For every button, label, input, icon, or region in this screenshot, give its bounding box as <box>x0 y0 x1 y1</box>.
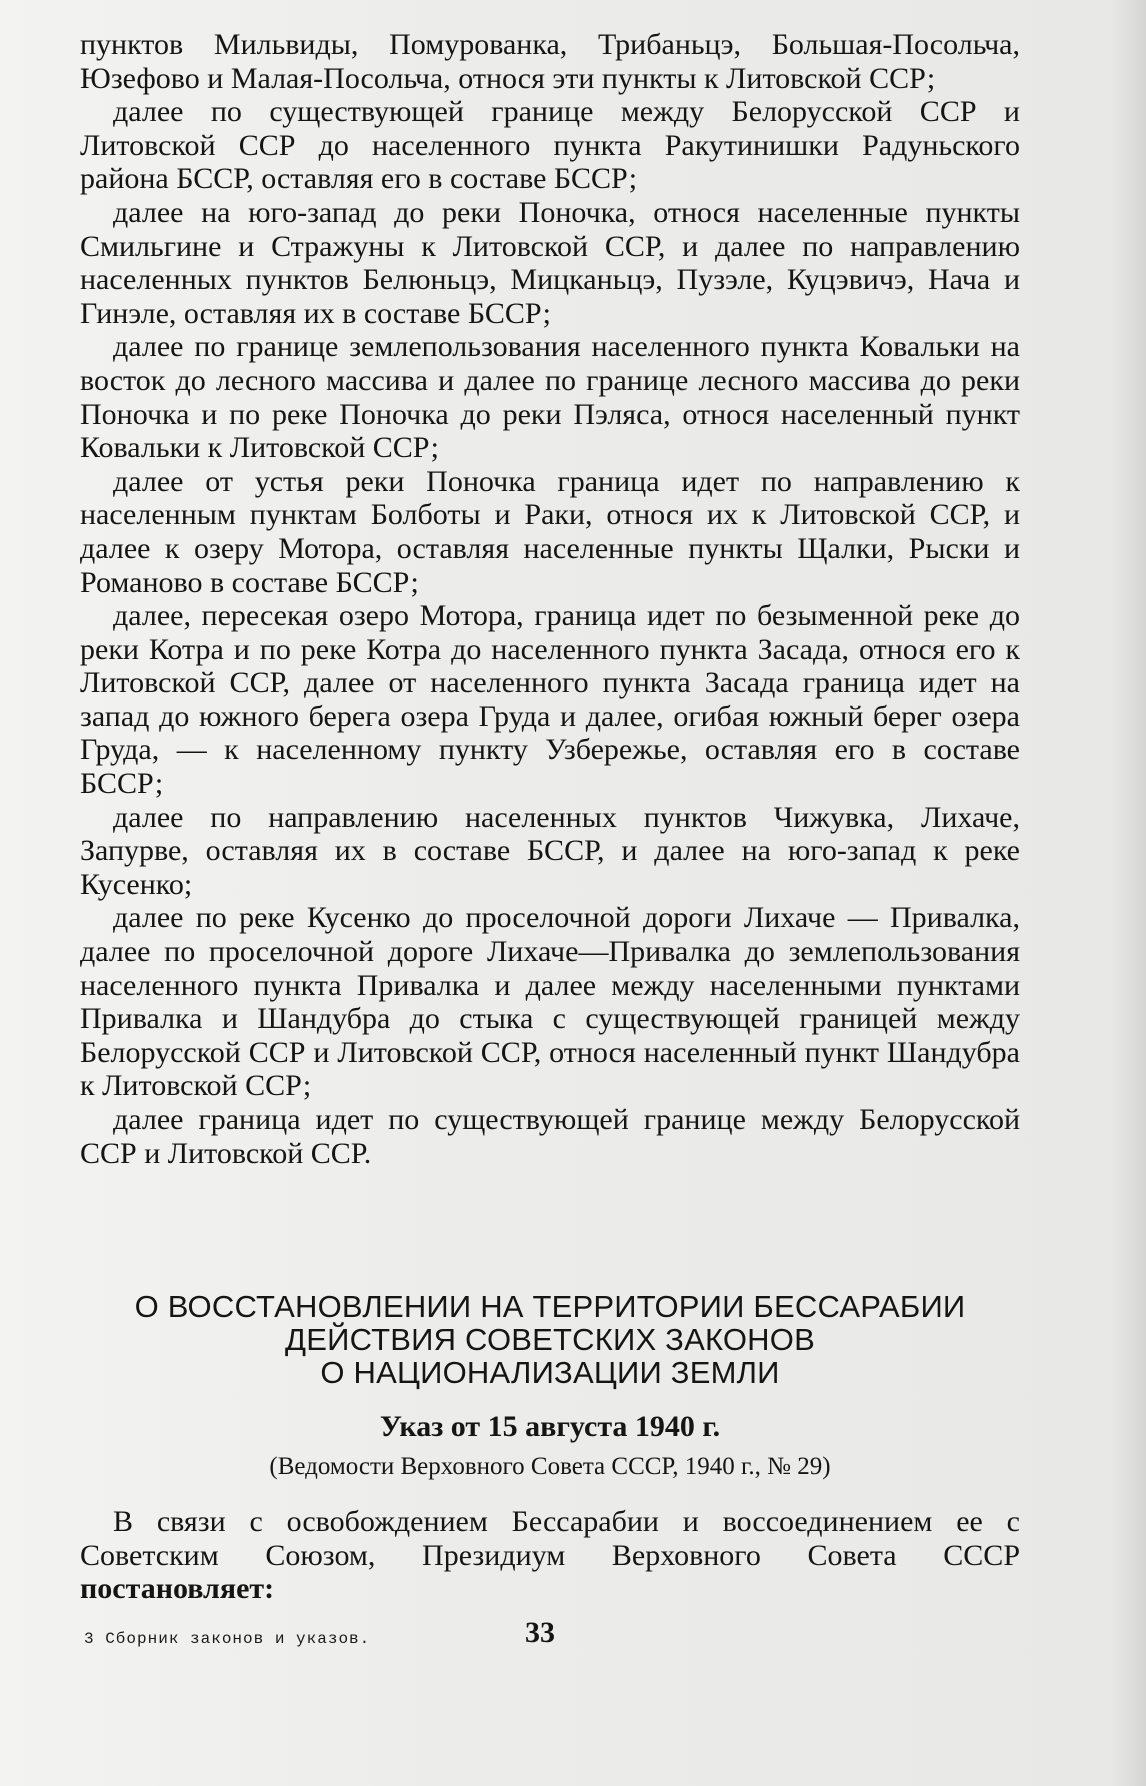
paragraph-2: далее по существующей границе между Белорусской ССР и Литовской ССР до населенного пункта Ракутинишки Радуньского района БССР, оставляя его в составе БССР; <box>80 95 1020 196</box>
paragraph-8: далее по реке Кусенко до проселочной дороги Лихаче — Привалка, далее по проселочной дороге Лихаче—Привалка до землепользования населенного пункта Привалка и далее между населенными пунктами Привалка и Шандубра до стыка с существующей границей между Белорусской ССР и Литовской ССР, относя населенный пункт Шандубра к Литовской ССР; <box>80 901 1020 1103</box>
paragraph-4: далее по границе землепользования населенного пункта Ковальки на восток до лесного массива и далее по границе лесного массива до реки Поночка и по реке Поночка до реки Пэляса, относя населенный пункт Ковальки к Литовской ССР; <box>80 330 1020 465</box>
decree-paragraph <box>80 1505 1020 1606</box>
heading-line-3: О НАЦИОНАЛИЗАЦИИ ЗЕМЛИ <box>320 1355 780 1390</box>
heading-line-1: О ВОССТАНОВЛЕНИИ НА ТЕРРИТОРИИ БЕССАРАБИИ <box>134 1289 966 1324</box>
continuation-text <box>80 28 1020 1170</box>
heading-line-2: ДЕЙСТВИЯ СОВЕТСКИХ ЗАКОНОВ <box>285 1322 815 1357</box>
decree-body <box>80 1505 1020 1606</box>
paragraph-5: далее от устья реки Поночка граница идет по направлению к населенным пунктам Болботы и Раки, относя их к Литовской ССР, и далее к озеру Мотора, оставляя населенные пункты Щалки, Рыски и Романово в составе БССР; <box>80 464 1020 599</box>
decree-title: Указ от 15 августа 1940 г. <box>379 1410 721 1443</box>
page-edge-shadow <box>1110 0 1146 1786</box>
page-number: 33 <box>525 1616 555 1649</box>
section-heading <box>80 1290 1020 1389</box>
decree-bold-word: постановляет: <box>80 1572 275 1606</box>
paragraph-6: далее, пересекая озеро Мотора, граница идет по безыменной реке до реки Котра и по реке Котра до населенного пункта Засада, относя его к Литовской ССР, далее от населенного пункта Засада граница идет на запад до южного берега озера Груда и далее, огибая южный берег озера Груда, — к населенному пункту Узбережье, оставляя его в составе БССР; <box>80 599 1020 801</box>
paragraph-7: далее по направлению населенных пунктов Чижувка, Лихаче, Запурве, оставляя их в составе БССР, и далее на юго-запад к реке Кусенко; <box>80 800 1020 901</box>
paragraph-9: далее граница идет по существующей границе между Белорусской ССР и Литовской ССР. <box>80 1103 1020 1170</box>
decree-text: В связи с освобождением Бессарабии и воссоединением ее с Советским Союзом, Президиум Верховного Совета СССР <box>80 1505 1020 1572</box>
paragraph-1: пунктов Мильвиды, Помурованка, Трибаньцэ, Большая-Посольча, Юзефово и Малая-Посольча, относя эти пункты к Литовской ССР; <box>80 28 1020 95</box>
paragraph-3: далее на юго-запад до реки Поночка, относя населенные пункты Смильгине и Стражуны к Литовской ССР, и далее по направлению населенных пунктов Белюньцэ, Мицканьцэ, Пузэле, Куцэвичэ, Нача и Гинэле, оставляя их в составе БССР; <box>80 195 1020 330</box>
source-citation: (Ведомости Верховного Совета СССР, 1940 г., № 29) <box>269 1453 831 1480</box>
footer-signature: 3 Сборник законов и указов. <box>84 1630 371 1648</box>
